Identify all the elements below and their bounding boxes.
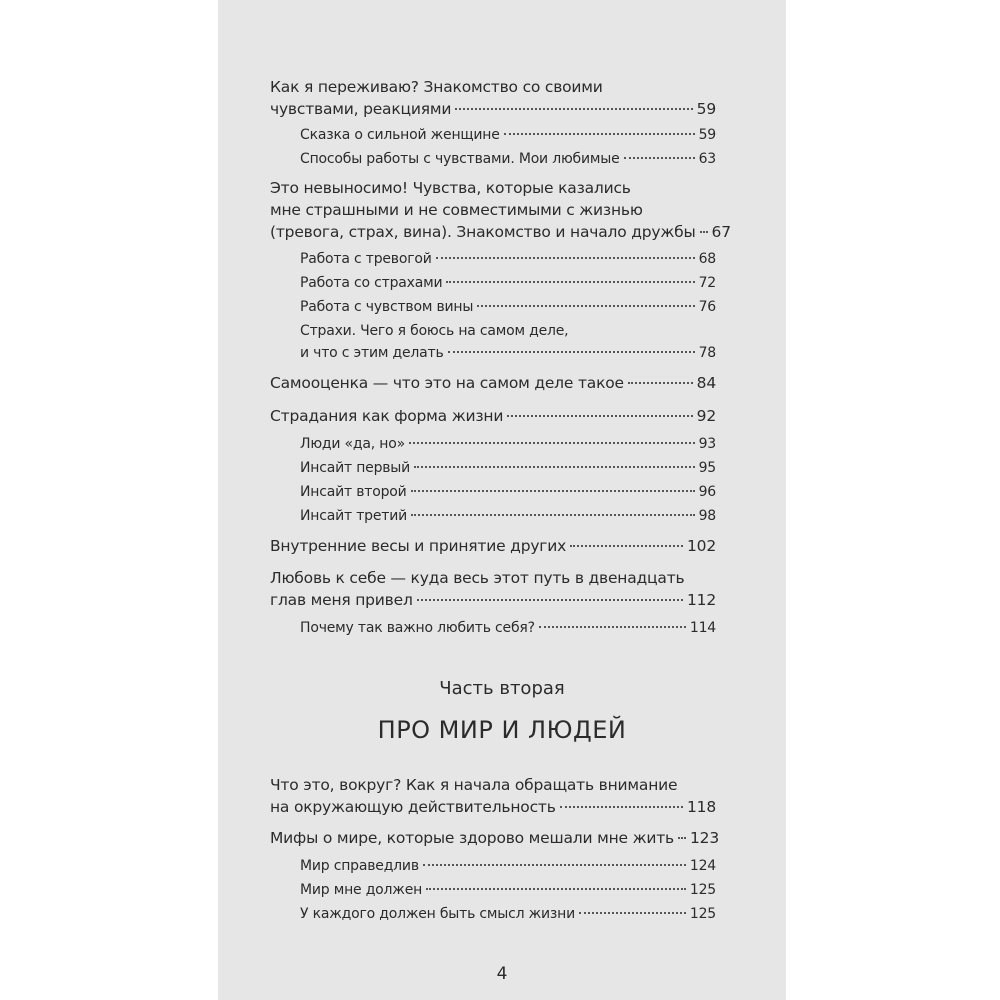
toc-entry-text: Инсайт второй [300, 484, 407, 500]
toc-entry[interactable] [270, 774, 716, 818]
toc-subentry[interactable] [300, 617, 716, 639]
toc-entry-text: Инсайт первый [300, 460, 411, 476]
part-label: Часть вторая [439, 678, 565, 699]
toc-page-number: 72 [698, 275, 716, 291]
dot-leader [409, 442, 695, 444]
toc-entry-text: Любовь к себе — куда весь этот путь в двенадцать [270, 569, 685, 587]
toc-page-number: 63 [698, 151, 716, 167]
toc-entry-text: мне страшными и не совместимыми с жизнью [270, 201, 643, 219]
toc-entry-text: Как я переживаю? Знакомство со своими [270, 78, 603, 96]
toc-page-number: 95 [698, 460, 716, 476]
toc-entry-text: глав меня привел [270, 591, 413, 609]
dot-leader [507, 415, 692, 417]
toc-subentry[interactable] [300, 457, 716, 479]
toc-entry-text: Самооценка — что это на самом деле такое [270, 374, 624, 392]
toc-entry[interactable] [270, 372, 716, 394]
toc-page-number: 59 [698, 127, 716, 143]
dot-leader [504, 133, 695, 135]
toc-entry-text: чувствами, реакциями [270, 100, 452, 118]
toc-page-number: 114 [689, 620, 716, 636]
dot-leader [477, 305, 694, 307]
toc-subentry[interactable] [300, 879, 716, 901]
toc-entry-text: Инсайт третий [300, 508, 408, 524]
toc-subentry[interactable] [300, 320, 716, 364]
toc-page-number: 98 [698, 508, 716, 524]
toc-page-number: 92 [696, 407, 716, 425]
toc-entry-text: и что с этим делать [300, 345, 444, 361]
toc-subentry[interactable] [300, 148, 716, 170]
dot-leader [411, 490, 695, 492]
toc-page-number: 124 [689, 858, 716, 874]
dot-leader [426, 888, 686, 890]
dot-leader [423, 864, 686, 866]
dot-leader [411, 514, 695, 516]
toc-entry-text: Сказка о сильной женщине [300, 127, 500, 143]
page-number: 4 [496, 964, 508, 984]
toc-entry-text: Страдания как форма жизни [270, 407, 504, 425]
toc-page-number: 84 [696, 374, 716, 392]
dot-leader [678, 837, 686, 839]
dot-leader [436, 257, 695, 259]
dot-leader [570, 545, 683, 547]
toc-entry[interactable] [270, 76, 716, 120]
toc-entry-text: Почему так важно любить себя? [300, 620, 535, 636]
toc-subentry[interactable] [300, 903, 716, 925]
dot-leader [624, 157, 695, 159]
toc-entry-text: (тревога, страх, вина). Знакомство и начало дружбы [270, 223, 696, 241]
dot-leader [560, 806, 683, 808]
toc-entry[interactable] [270, 567, 716, 611]
toc-page-number: 96 [698, 484, 716, 500]
toc-page-number: 125 [689, 906, 716, 922]
toc-entry-text: Это невыносимо! Чувства, которые казались [270, 179, 631, 197]
dot-leader [446, 281, 694, 283]
toc-page-number: 118 [687, 798, 716, 816]
toc-entry-text: Мифы о мире, которые здорово мешали мне жить [270, 829, 674, 847]
toc-page-number: 78 [698, 345, 716, 361]
toc-page-number: 112 [687, 591, 716, 609]
toc-page-number: 102 [687, 537, 716, 555]
dot-leader [414, 466, 695, 468]
toc-page-number: 76 [698, 299, 716, 315]
toc-page-number: 67 [711, 223, 731, 241]
toc-page-number: 125 [689, 882, 716, 898]
toc-entry-text: Страхи. Чего я боюсь на самом деле, [300, 323, 569, 339]
toc-entry-text: Люди «да, но» [300, 436, 405, 452]
toc-page-number: 123 [690, 829, 719, 847]
dot-leader [700, 231, 708, 233]
toc-entry[interactable] [270, 177, 731, 243]
dot-leader [417, 599, 683, 601]
toc-subentry[interactable] [300, 505, 716, 527]
toc-entry[interactable] [270, 535, 716, 557]
toc-entry[interactable] [270, 405, 716, 427]
toc-entry-text: Способы работы с чувствами. Мои любимые [300, 151, 620, 167]
toc-subentry[interactable] [300, 855, 716, 877]
toc-subentry[interactable] [300, 248, 716, 270]
toc-entry-text: на окружающую действительность [270, 798, 556, 816]
toc-subentry[interactable] [300, 124, 716, 146]
dot-leader [539, 626, 686, 628]
book-page [218, 0, 786, 1000]
toc-entry-text: Мир справедлив [300, 858, 419, 874]
toc-entry-text: Работа с тревогой [300, 251, 432, 267]
toc-entry-text: Работа с чувством вины [300, 299, 474, 315]
toc-subentry[interactable] [300, 481, 716, 503]
part-title: ПРО МИР И ЛЮДЕЙ [377, 716, 627, 744]
toc-entry-text: Мир мне должен [300, 882, 423, 898]
toc-subentry[interactable] [300, 296, 716, 318]
dot-leader [455, 108, 692, 110]
toc-entry[interactable] [270, 827, 719, 849]
toc-page-number: 93 [698, 436, 716, 452]
toc-entry-text: У каждого должен быть смысл жизни [300, 906, 576, 922]
dot-leader [628, 382, 693, 384]
toc-entry-text: Внутренние весы и принятие других [270, 537, 567, 555]
toc-page-number: 68 [698, 251, 716, 267]
toc-page-number: 59 [696, 100, 716, 118]
dot-leader [448, 351, 695, 353]
toc-entry-text: Что это, вокруг? Как я начала обращать внимание [270, 776, 678, 794]
toc-subentry[interactable] [300, 272, 716, 294]
toc-subentry[interactable] [300, 433, 716, 455]
toc-entry-text: Работа со страхами [300, 275, 443, 291]
dot-leader [579, 912, 686, 914]
